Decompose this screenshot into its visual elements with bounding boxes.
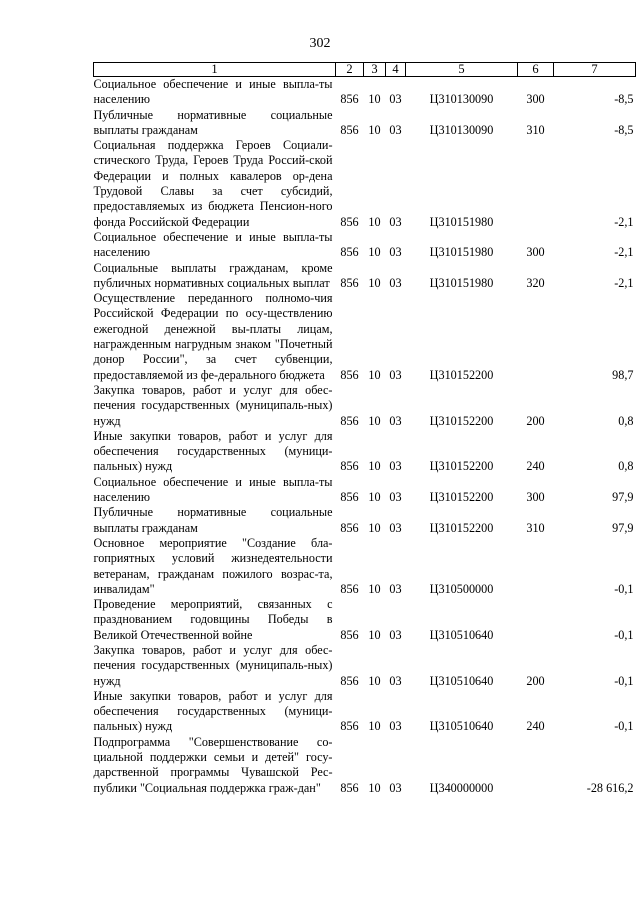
row-name: Социальное обеспечение и иные выпла-ты населению [93, 229, 333, 260]
row-target: Ц310152200 [429, 413, 494, 428]
row-name: Социальное обеспечение и иные выпла-ты населению [93, 77, 333, 107]
table-row [94, 735, 636, 796]
row-subsection: 03 [389, 627, 402, 642]
row-amount: -28 616,2 [586, 780, 634, 795]
row-subsection: 03 [389, 490, 402, 505]
table-row [94, 689, 636, 735]
table-row [94, 291, 636, 383]
row-name: Проведение мероприятий, связанных с празднованием годовщины Победы в Великой Отечественной войне [93, 597, 333, 642]
header-cell: 6 [518, 63, 554, 77]
row-section: 10 [368, 92, 381, 107]
row-target: Ц310152200 [429, 490, 494, 505]
row-amount: 0,8 [618, 459, 634, 474]
table-row [94, 138, 636, 230]
table-row [94, 536, 636, 597]
row-name: Закупка товаров, работ и услуг для обес-печения государственных (муниципаль-ных) нужд [93, 382, 333, 428]
row-name: Публичные нормативные социальные выплаты гражданам [93, 505, 333, 535]
row-code: 856 [340, 673, 359, 688]
table-row [94, 505, 636, 536]
table-row [94, 643, 636, 689]
row-code: 856 [340, 214, 359, 229]
row-target: Ц310130090 [429, 92, 494, 107]
table-row [94, 261, 636, 292]
row-subsection: 03 [389, 459, 402, 474]
row-subsection: 03 [389, 413, 402, 428]
row-code: 856 [340, 780, 359, 795]
row-code: 856 [340, 245, 359, 260]
row-expense-type: 200 [526, 413, 545, 428]
row-amount: -8,5 [614, 122, 634, 137]
row-amount: -2,1 [614, 245, 634, 260]
row-name: Закупка товаров, работ и услуг для обес-печения государственных (муниципаль-ных) нужд [93, 642, 333, 688]
row-expense-type: 300 [526, 490, 545, 505]
row-expense-type: 310 [526, 122, 545, 137]
table-header-row [94, 63, 636, 77]
row-section: 10 [368, 780, 381, 795]
header-cell: 1 [94, 63, 336, 77]
table-row [94, 429, 636, 475]
row-target: Ц310510640 [429, 627, 494, 642]
table-row [94, 230, 636, 261]
row-section: 10 [368, 490, 381, 505]
row-subsection: 03 [389, 275, 402, 290]
row-expense-type: 310 [526, 520, 545, 535]
header-cell: 2 [336, 63, 364, 77]
row-name: Публичные нормативные социальные выплаты гражданам [93, 107, 333, 137]
row-expense-type: 240 [526, 459, 545, 474]
row-section: 10 [368, 122, 381, 137]
row-amount: -8,5 [614, 92, 634, 107]
row-expense-type: 300 [526, 245, 545, 260]
row-section: 10 [368, 459, 381, 474]
row-code: 856 [340, 122, 359, 137]
row-amount: -0,1 [614, 673, 634, 688]
row-section: 10 [368, 367, 381, 382]
row-target: Ц310151980 [429, 214, 494, 229]
row-expense-type: 240 [526, 719, 545, 734]
row-amount: -2,1 [614, 275, 634, 290]
row-subsection: 03 [389, 122, 402, 137]
row-subsection: 03 [389, 245, 402, 260]
row-section: 10 [368, 275, 381, 290]
row-subsection: 03 [389, 719, 402, 734]
row-expense-type [518, 735, 554, 796]
row-target: Ц310152200 [429, 459, 494, 474]
row-subsection: 03 [389, 673, 402, 688]
row-subsection: 03 [389, 581, 402, 596]
row-name: Социальное обеспечение и иные выпла-ты населению [93, 474, 333, 505]
row-code: 856 [340, 627, 359, 642]
row-code: 856 [340, 275, 359, 290]
row-name: Основное мероприятие "Создание бла-гоприятных условий жизнедеятельности ветеранам, гражданам пожилого возрас-та, инвалидам" [93, 535, 333, 596]
row-amount: 98,7 [612, 367, 634, 382]
row-subsection: 03 [389, 214, 402, 229]
row-target: Ц310500000 [429, 581, 494, 596]
row-target: Ц310510640 [429, 719, 494, 734]
row-target: Ц310152200 [429, 367, 494, 382]
row-code: 856 [340, 520, 359, 535]
page-number: 302 [309, 36, 331, 51]
row-subsection: 03 [389, 367, 402, 382]
row-section: 10 [368, 214, 381, 229]
row-expense-type: 200 [526, 673, 545, 688]
row-target: Ц340000000 [429, 780, 494, 795]
header-cell: 5 [406, 63, 518, 77]
row-code: 856 [340, 459, 359, 474]
row-code: 856 [340, 413, 359, 428]
row-amount: 97,9 [612, 520, 634, 535]
row-name: Подпрограмма "Совершенствование со-циальной поддержки семьи и детей" госу-дарственной программы Чувашской Рес-публики "Социальная поддержка граж-дан" [93, 734, 333, 795]
header-cell: 7 [554, 63, 636, 77]
row-subsection: 03 [389, 520, 402, 535]
row-section: 10 [368, 673, 381, 688]
table-row [94, 77, 636, 108]
row-expense-type: 320 [526, 275, 545, 290]
row-code: 856 [340, 92, 359, 107]
row-expense-type [518, 291, 554, 383]
row-amount: -0,1 [614, 719, 634, 734]
header-cell: 3 [364, 63, 386, 77]
row-code: 856 [340, 367, 359, 382]
row-target: Ц310152200 [429, 520, 494, 535]
budget-table [93, 62, 636, 796]
row-subsection: 03 [389, 780, 402, 795]
row-name: Социальная поддержка Героев Социали-стического Труда, Героев Труда Россий-ской Федерации и полных кавалеров ор-дена Трудовой Славы за счет субсидий, предоставляемых из бюджета Пенсион-ного фонда Российской Федерации [93, 138, 333, 229]
row-name: Социальные выплаты гражданам, кроме публичных нормативных социальных выплат [93, 260, 333, 290]
table-row [94, 108, 636, 139]
row-section: 10 [368, 413, 381, 428]
row-amount: -0,1 [614, 581, 634, 596]
row-section: 10 [368, 581, 381, 596]
row-target: Ц310151980 [429, 245, 494, 260]
row-section: 10 [368, 520, 381, 535]
row-expense-type: 300 [526, 92, 545, 107]
row-code: 856 [340, 719, 359, 734]
row-code: 856 [340, 490, 359, 505]
row-amount: 97,9 [612, 490, 634, 505]
header-cell: 4 [386, 63, 406, 77]
row-section: 10 [368, 627, 381, 642]
row-code: 856 [340, 581, 359, 596]
row-name: Иные закупки товаров, работ и услуг для обеспечения государственных (муници-пальных) нужд [93, 688, 333, 734]
row-section: 10 [368, 245, 381, 260]
row-name: Иные закупки товаров, работ и услуг для обеспечения государственных (муници-пальных) нужд [93, 428, 333, 474]
row-target: Ц310130090 [429, 122, 494, 137]
row-target: Ц310510640 [429, 673, 494, 688]
table-row [94, 475, 636, 506]
row-section: 10 [368, 719, 381, 734]
row-amount: -2,1 [614, 214, 634, 229]
table-row [94, 597, 636, 643]
row-name: Осуществление переданного полномо-чия Российской Федерации по осу-ществлению ежегодной денежной вы-платы лицам, награжденным нагрудным знаком "Почетный донор России", за счет субвенции, предоставляемой из фе-дерального бюджета [93, 291, 333, 382]
row-expense-type [518, 138, 554, 230]
row-subsection: 03 [389, 92, 402, 107]
table-row [94, 383, 636, 429]
row-expense-type [518, 597, 554, 643]
row-amount: -0,1 [614, 627, 634, 642]
row-amount: 0,8 [618, 413, 634, 428]
row-target: Ц310151980 [429, 275, 494, 290]
row-expense-type [518, 536, 554, 597]
